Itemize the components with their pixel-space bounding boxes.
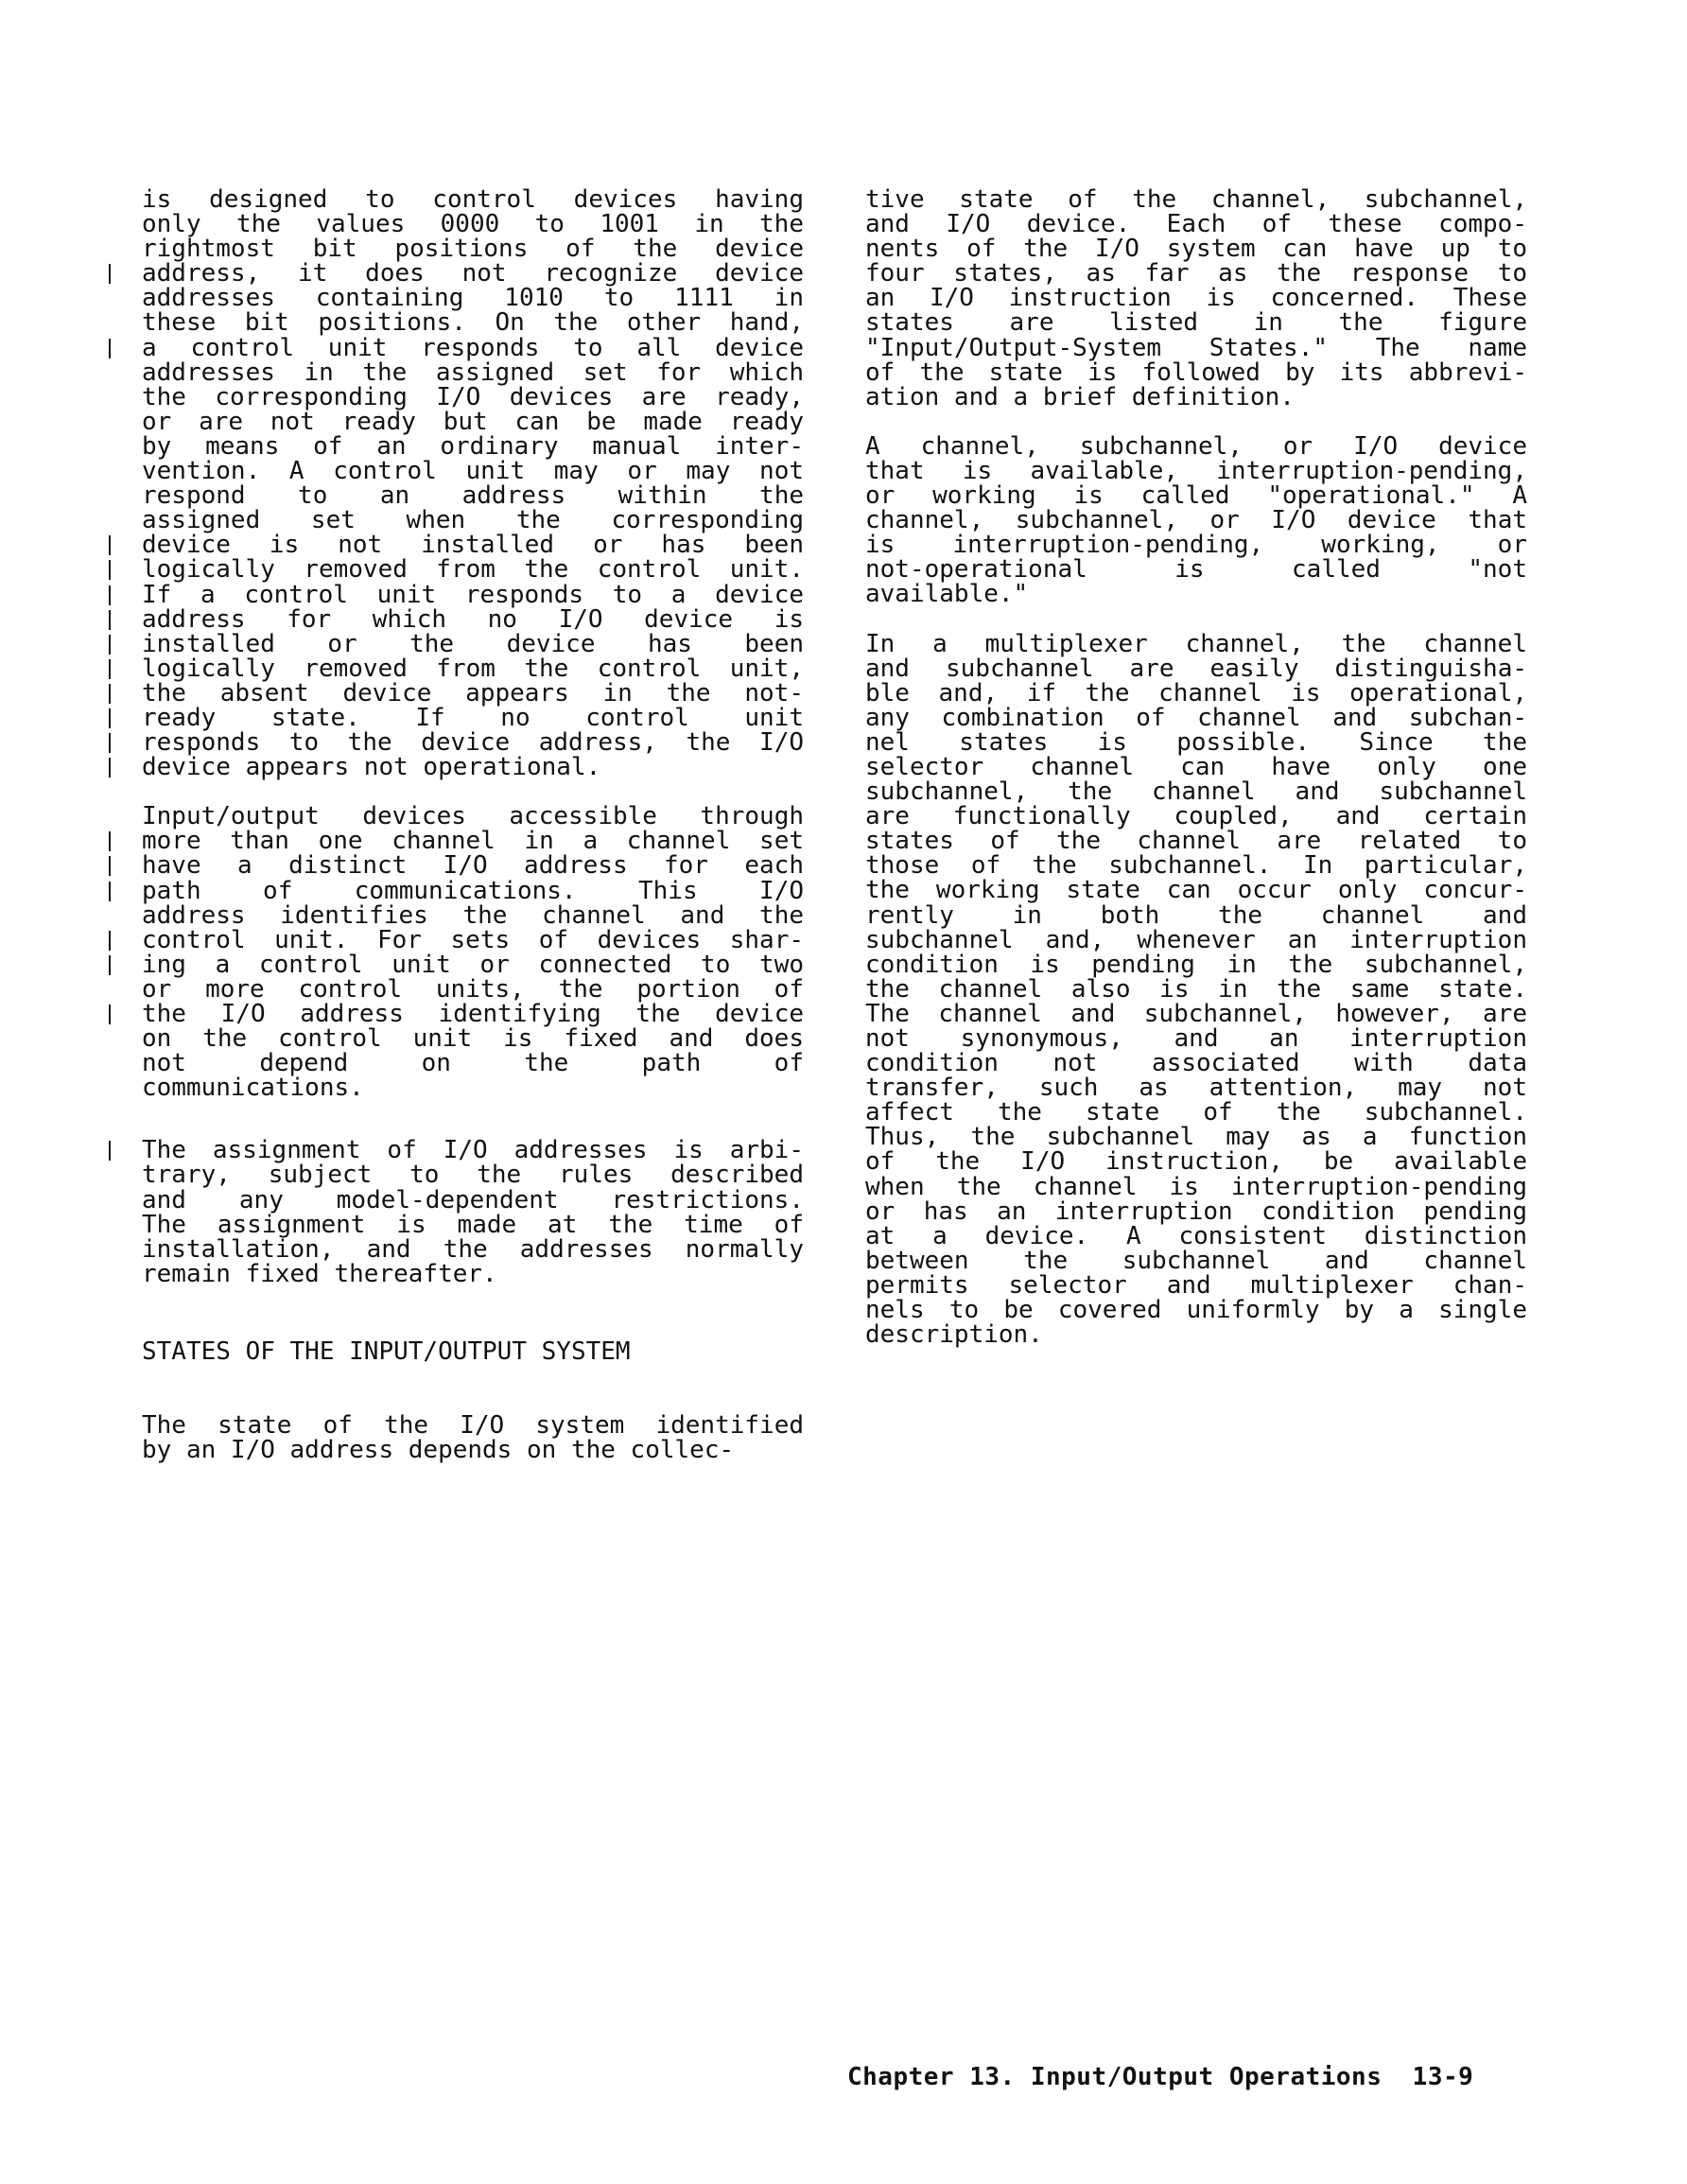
- text-line: on the control unit is fixed and does: [142, 1024, 804, 1054]
- text-line: and I/O device. Each of these compo-: [865, 210, 1527, 239]
- text-line: not-operational is called "not: [865, 555, 1527, 585]
- text-line: The assignment of I/O addresses is arbi-: [142, 1138, 804, 1162]
- text-line: or working is called "operational." A: [865, 481, 1527, 511]
- text-line: nents of the I/O system can have up to: [865, 235, 1527, 264]
- text-line: communications.: [142, 1074, 364, 1103]
- text-line: only the values 0000 to 1001 in the: [142, 210, 804, 239]
- revision-bar: [109, 635, 111, 655]
- text-line: by means of an ordinary manual inter-: [142, 431, 804, 461]
- text-line: the channel also is in the same state.: [865, 974, 1527, 1004]
- revision-bar: [109, 856, 111, 876]
- text-line: logically removed from the control unit.: [142, 557, 804, 582]
- paragraph: [865, 187, 1527, 410]
- section-heading: STATES OF THE INPUT/OUTPUT SYSTEM: [142, 1337, 631, 1366]
- revision-bar: [109, 610, 111, 630]
- text-line: Thus, the subchannel may as a function: [865, 1123, 1527, 1152]
- text-line: the corresponding I/O devices are ready,: [142, 382, 804, 411]
- text-line: rightmost bit positions of the device: [142, 235, 804, 264]
- revision-bar: [109, 882, 111, 901]
- revision-bar: [109, 931, 111, 951]
- text-line: assigned set when the corresponding: [142, 506, 804, 535]
- revision-bar: [109, 684, 111, 704]
- text-line: available.": [865, 580, 1029, 609]
- text-line: logically removed from the control unit,: [142, 656, 804, 681]
- text-line: device appears not operational.: [142, 755, 804, 779]
- text-line: installation, and the addresses normally: [142, 1234, 804, 1264]
- text-line: the absent device appears in the not-: [142, 681, 804, 706]
- text-line: condition is pending in the subchannel,: [865, 950, 1527, 979]
- text-line: or are not ready but can be made ready: [142, 407, 804, 436]
- text-line: and any model-dependent restrictions.: [142, 1185, 804, 1214]
- text-line: address identifies the channel and the: [142, 900, 804, 930]
- text-line: nels to be covered uniformly by a single: [865, 1296, 1527, 1325]
- text-line: those of the subchannel. In particular,: [865, 851, 1527, 881]
- text-line: not synonymous, and an interruption: [865, 1024, 1527, 1053]
- page-footer: Chapter 13. Input/Output Operations 13-9: [847, 2063, 1474, 2091]
- text-line: ble and, if the channel is operational,: [865, 678, 1527, 708]
- paragraph: [142, 1410, 804, 1465]
- text-line: affect the state of the subchannel.: [865, 1098, 1527, 1127]
- text-line: are functionally coupled, and certain: [865, 802, 1527, 831]
- text-line: respond to an address within the: [142, 481, 804, 511]
- revision-bar: [109, 758, 111, 778]
- text-line: by an I/O address depends on the collec-: [142, 1436, 735, 1465]
- text-line: subchannel, the channel and subchannel: [865, 778, 1527, 807]
- revision-bar: [109, 535, 111, 555]
- text-line: installed or the device has been: [142, 632, 804, 656]
- text-line: The channel and subchannel, however, are: [865, 999, 1527, 1028]
- text-line: addresses containing 1010 to 1111 in: [142, 284, 804, 313]
- revision-bar: [109, 264, 111, 284]
- text-line: nel states is possible. Since the: [865, 727, 1527, 757]
- text-line: of the state is followed by its abbrevi-: [865, 358, 1527, 387]
- text-line: states of the channel are related to: [865, 827, 1527, 856]
- text-line: is designed to control devices having: [142, 185, 804, 214]
- paragraph: [142, 1138, 804, 1286]
- text-line: between the subchannel and channel: [865, 1246, 1527, 1275]
- text-line: transfer, such as attention, may not: [865, 1074, 1527, 1103]
- text-line: the I/O address identifying the device: [142, 1002, 804, 1026]
- revision-bar: [109, 831, 111, 851]
- text-line: is interruption-pending, working, or: [865, 531, 1527, 560]
- paragraph: [865, 629, 1527, 1350]
- left-column: [142, 187, 804, 1500]
- text-line: subchannel and, whenever an interruption: [865, 925, 1527, 954]
- revision-bar: [109, 659, 111, 679]
- text-line: path of communications. This I/O: [142, 879, 804, 903]
- text-line: these bit positions. On the other hand,: [142, 308, 804, 338]
- text-line: If a control unit responds to a device: [142, 583, 804, 607]
- text-line: A channel, subchannel, or I/O device: [865, 431, 1527, 461]
- text-line: more than one channel in a channel set: [142, 829, 804, 853]
- text-line: responds to the device address, the I/O: [142, 730, 804, 755]
- text-line: Input/output devices accessible through: [142, 802, 804, 831]
- text-line: "Input/Output-System States." The name: [865, 333, 1527, 362]
- revision-bar: [109, 585, 111, 605]
- text-line: addresses in the assigned set for which: [142, 358, 804, 387]
- text-line: of the I/O instruction, be available: [865, 1147, 1527, 1177]
- text-line: the working state can occur only concur-: [865, 876, 1527, 905]
- text-line: ready state. If no control unit: [142, 706, 804, 730]
- text-line: remain fixed thereafter.: [142, 1259, 497, 1288]
- revision-bar: [109, 955, 111, 975]
- text-line: a control unit responds to all device: [142, 336, 804, 360]
- text-line: four states, as far as the response to: [865, 259, 1527, 288]
- text-line: The state of the I/O system identified: [142, 1410, 804, 1440]
- text-line: any combination of channel and subchan-: [865, 703, 1527, 732]
- text-line: that is available, interruption-pending,: [865, 456, 1527, 485]
- right-column: [865, 187, 1527, 1385]
- text-line: or more control units, the portion of: [142, 974, 804, 1004]
- text-line: control unit. For sets of devices shar-: [142, 928, 804, 952]
- text-line: description.: [865, 1320, 1043, 1350]
- text-line: address for which no I/O device is: [142, 607, 804, 632]
- paragraph: [142, 185, 804, 782]
- revision-bar: [109, 1005, 111, 1024]
- text-line: or has an interruption condition pending: [865, 1197, 1527, 1226]
- text-line: states are listed in the figure: [865, 308, 1527, 338]
- text-line: ing a control unit or connected to two: [142, 952, 804, 977]
- text-line: not depend on the path of: [142, 1049, 804, 1078]
- paragraph: [142, 802, 804, 1103]
- text-line: condition not associated with data: [865, 1049, 1527, 1078]
- text-line: have a distinct I/O address for each: [142, 853, 804, 878]
- revision-bar: [109, 708, 111, 728]
- text-line: selector channel can have only one: [865, 752, 1527, 781]
- revision-bar: [109, 1141, 111, 1161]
- text-line: vention. A control unit may or may not: [142, 457, 804, 486]
- text-line: address, it does not recognize device: [142, 261, 804, 286]
- revision-bar: [109, 339, 111, 358]
- text-line: device is not installed or has been: [142, 533, 804, 557]
- text-line: permits selector and multiplexer chan-: [865, 1270, 1527, 1300]
- text-line: rently in both the channel and: [865, 900, 1527, 930]
- text-line: channel, subchannel, or I/O device that: [865, 506, 1527, 535]
- revision-bar: [109, 733, 111, 753]
- text-line: at a device. A consistent distinction: [865, 1221, 1527, 1250]
- text-line: an I/O instruction is concerned. These: [865, 284, 1527, 313]
- text-line: tive state of the channel, subchannel,: [865, 185, 1527, 214]
- revision-bar: [109, 560, 111, 580]
- text-line: In a multiplexer channel, the channel: [865, 629, 1527, 658]
- text-line: The assignment is made at the time of: [142, 1210, 804, 1239]
- text-line: ation and a brief definition.: [865, 382, 1295, 411]
- text-line: and subchannel are easily distinguisha-: [865, 654, 1527, 683]
- paragraph: [865, 431, 1527, 609]
- text-line: trary, subject to the rules described: [142, 1161, 804, 1190]
- text-line: when the channel is interruption-pending: [865, 1172, 1527, 1201]
